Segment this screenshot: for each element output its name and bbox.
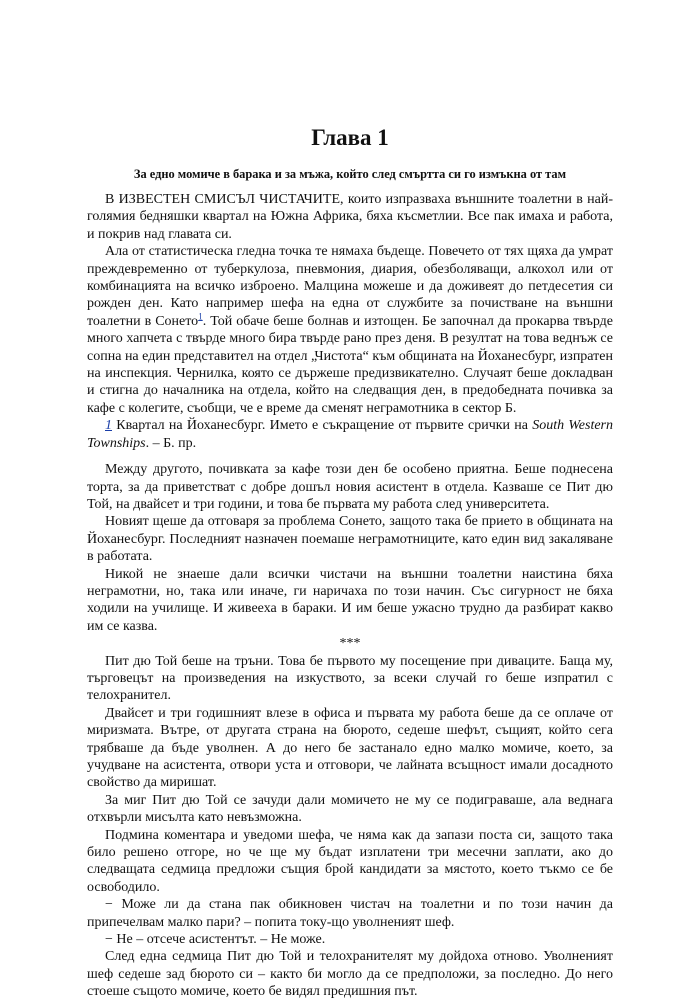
footnote-text: . – Б. пр.	[145, 435, 197, 451]
paragraph: Пит дю Той беше на тръни. Това бе първото му посещение при диваците. Баща му, търговецът на произведения на изкуството, за всеки случай го беше изпратил с телохранител.	[87, 653, 613, 704]
body-text	[87, 191, 613, 1001]
paragraph-text: Ала от статистическа гледна точка те нямаха бъдеще. Повечето от тях щяха да умрат преждевременно от туберкулоза, пневмония, диария, обезболяващи, алкохол или от комбинацията на всичко изброено. Малцина можеше и да доживеят до петдесетия си рожден ден. Като например шефа на една от службите за почистване на външни тоалетни в Сонето	[87, 244, 613, 329]
scene-break: ***	[339, 636, 361, 652]
footnote-italic-text: South Western Townships	[87, 418, 614, 451]
paragraph-text: . Той обаче беше болнав и изтощен. Бе започнал да прокарва твърде много хапчета с твърде много бира твърде рано през деня. В резултат на това веднъж се сопна на един представител на отдел „Чистота“ към общината на Йоханесбург, изпратен на инспекция. Чернилка, която се държеше предизвикателно. Случаят беше докладван и стигна до началника на отдела, който на следващия ден, в предобедната почивка за кафе с колегите, съобщи, че е време да сменят неграмотника в сектор Б.	[87, 313, 613, 416]
footnote-reference-link[interactable]: 1	[198, 311, 203, 322]
paragraph: В ИЗВЕСТЕН СМИСЪЛ ЧИСТАЧИТЕ, които изпразваха външните тоалетни в най-голямия бедняшки квартал на Южна Африка, бяха късметлии. Все пак имаха и работа, и покрив над главата си.	[87, 192, 613, 242]
paragraph: Новият щеше да отговаря за проблема Сонето, защото така бе прието в общината на Йоханесбург. Последният назначен поемаше неграмотниците, като един вид закаляване в работата.	[87, 514, 613, 565]
chapter-title: Глава 1	[311, 125, 389, 150]
footnote	[87, 417, 613, 452]
paragraph: Никой не знаеше дали всички чистачи на външни тоалетни наистина бяха неграмотни, но, така или иначе, ги наричаха по този начин. Със сигурност не бяха ходили на училище. И живееха в бараки. И им беше ужасно трудно да разбират какво им се казва.	[87, 566, 613, 634]
paragraph	[87, 243, 613, 417]
paragraph: Двайсет и три годишният влезе в офиса и първата му работа беше да се оплаче от миризмата. Вътре, от другата страна на бюрото, седеше шефът, същият, който сега трябваше да бъде уволнен. А до него бе застанало едно малко момиче, което, за учудване на асистента, отвори уста и отговори, че лайната всъщност имали досадното свойство да миришат.	[87, 705, 613, 791]
footnote-text: Квартал на Йоханесбург. Името е съкращение от първите срички на	[112, 418, 533, 434]
dialogue-line: − Не – отсече асистентът. – Не може.	[105, 932, 326, 948]
paragraph: Подмина коментара и уведоми шефа, че няма как да запази поста си, защото така било решено отгоре, но че ще му бъдат изплатени три месечни заплати, ако до следващата седмица предложи същия брой кандидати за мястото, което тъкмо се бе освободило.	[87, 827, 613, 895]
paragraph: За миг Пит дю Той се зачуди дали момичето не му се подиграваше, ала веднага отхвърли мисълта като невъзможна.	[87, 792, 613, 826]
paragraph: След една седмица Пит дю Той и телохранителят му дойдоха отново. Уволненият шеф седеше зад бюрото си – както би могло да се предположи, за последно. До него стоеше същото момиче, което бе видял предишния път.	[87, 949, 613, 1000]
footnote-number-link[interactable]: 1	[105, 418, 112, 434]
paragraph: Между другото, почивката за кафе този ден бе особено приятна. Беше поднесена торта, за да приветстват с добре дошъл новия асистент в отдела. Казваше се Пит дю Той, на двайсет и три години, и това бе първата му работа след университета.	[87, 462, 613, 512]
chapter-subtitle: За едно момиче в барака и за мъжа, който след смъртта си го измъкна от там	[133, 167, 567, 181]
dialogue-line: − Може ли да стана пак обикновен чистач на тоалетни и по този начин да припечелвам малко пари? – попита току-що уволненият шеф.	[87, 897, 613, 930]
